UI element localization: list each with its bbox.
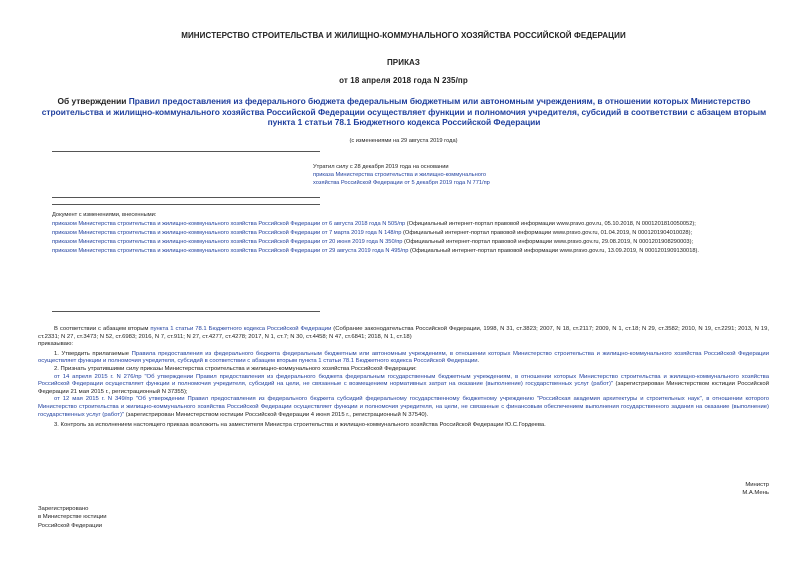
repealed-order-2-reg: (зарегистрирован Министерством юстиции Российской Федерации 4 июня 2015 г., регистрационный N 37540). xyxy=(124,411,429,418)
change-item xyxy=(52,239,763,246)
registration-line: Российской Федерации xyxy=(38,522,103,529)
title-link[interactable]: Правил предоставления из федерального бюджета федеральным бюджетным или автономным учреждениям, в отношении которых Министерство строительства и жилищно-коммунального хозяйства Российской Федерации осуществляет функции и полномочия учредителя, субсидий в соответствии с абзацем вторым пункта 1 статьи 78.1 Бюджетного кодекса Российской Федерации xyxy=(41,96,767,127)
clause-1-text: 1. Утвердить прилагаемые xyxy=(54,350,132,357)
repealed-order-1-reg: (зарегистрирован Министерством юстиции Российской Федерации 21 мая 2015 г., регистрационный N 37355); xyxy=(38,381,769,395)
order-word: приказываю: xyxy=(38,341,74,348)
repealed-order-1 xyxy=(38,374,769,397)
divider xyxy=(52,311,320,312)
doc-date-number: от 18 апреля 2018 года N 235/пр xyxy=(339,76,468,85)
ministry-heading: МИНИСТЕРСТВО СТРОИТЕЛЬСТВА И ЖИЛИЩНО-КОММУНАЛЬНОГО ХОЗЯЙСТВА РОССИЙСКОЙ ФЕДЕРАЦИИ xyxy=(181,31,626,40)
repealed-order-2-link[interactable]: от 12 мая 2015 г. N 349/пр "Об утверждении Правил предоставления из федерального бюджета субсидий федеральному государственному бюджетному учреждению "Российская академия архитектуры и строительных наук", в отношении которого Министерство строительства и жилищно-коммунального хозяйства Российской Федерации осуществляет функции и полномочия учредителя, на цели, не связанные с финансовым обеспечением выполнения государственного задания на оказание (выполнение) государственных услуг (работ)" xyxy=(38,396,769,418)
signatory-name: М.А.Мень xyxy=(742,489,769,496)
preamble-text: В соответствии с абзацем вторым xyxy=(54,326,151,332)
amendment-note: (с изменениями на 29 августа 2019 года) xyxy=(349,138,458,144)
doc-title xyxy=(34,96,774,128)
lost-force-text: Утратил силу с 28 декабря 2019 года на основании xyxy=(313,164,449,170)
change-link[interactable]: приказом Министерства строительства и жилищно-коммунального хозяйства Российской Федерации от 7 марта 2019 года N 148/пр xyxy=(52,230,402,236)
title-prefix: Об утверждении xyxy=(57,96,129,106)
order-body xyxy=(38,326,769,430)
change-source: (Официальный интернет-портал правовой информации www.pravo.gov.ru, 05.10.2018, N 0001201810050052); xyxy=(405,221,696,227)
preamble xyxy=(38,326,769,341)
clause-1-end: . xyxy=(477,358,480,365)
lost-force-link-2[interactable]: хозяйства Российской Федерации от 5 декабря 2019 года N 771/пр xyxy=(313,180,490,186)
divider xyxy=(52,151,320,152)
divider xyxy=(52,204,320,205)
changes-heading: Документ с изменениями, внесенными: xyxy=(52,212,157,218)
change-link[interactable]: приказом Министерства строительства и жилищно-коммунального хозяйства Российской Федерации от 29 августа 2019 года N 495/пр xyxy=(52,248,409,254)
lost-force-block xyxy=(313,164,613,187)
budget-code-link[interactable]: пункта 1 статьи 78.1 Бюджетного кодекса Российской Федерации xyxy=(150,326,332,332)
clause-2: 2. Признать утратившими силу приказы Министерства строительства и жилищно-коммунального хозяйства Российской Федерации: xyxy=(54,365,417,372)
registration-line: Зарегистрировано xyxy=(38,506,89,512)
clause-1 xyxy=(38,351,769,366)
repealed-order-1-link[interactable]: от 14 апреля 2015 г. N 276/пр "Об утверждении Правил предоставления из федерального бюджета федеральным государственным бюджетным учреждениям, в отношении которых Министерство строительства и жилищно-коммунального хозяйства Российской Федерации осуществляет функции и полномочия учредителя, субсидий на цели, не связанные с возмещением нормативных затрат на оказание (выполнение) государственных услуг (работ)" xyxy=(38,373,769,388)
clause-3: 3. Контроль за исполнением настоящего приказа возложить на заместителя Министра строительства и жилищно-коммунального хозяйства Российской Федерации Ю.С.Гордеева. xyxy=(54,422,546,429)
preamble-source: (Собрание законодательства Российской Федерации, 1998, N 31, ст.3823; 2007, N 18, ст.2117; 2009, N 1, ст.18; N 29, ст.3582; 2010, N 19, ст.2291; 2013, N 19, ст.2331; N 27, ст.3473; N 52, ст.6983; 2016, N 7, ст.911; N 27, ст.4277, ст.4278; 2017, N 1, ст.7; N 30, ст.4458; N 47, ст.6841; 2018, N 1, ст.18) xyxy=(38,326,769,340)
change-item xyxy=(52,221,763,228)
doc-type: ПРИКАЗ xyxy=(386,58,421,67)
change-source: (Официальный интернет-портал правовой информации www.pravo.gov.ru, 13.09.2019, N 0001201909130018). xyxy=(408,248,699,254)
changes-list xyxy=(52,212,763,255)
repealed-order-2 xyxy=(38,396,769,419)
signature-block xyxy=(600,482,769,497)
divider xyxy=(52,197,320,198)
change-item xyxy=(52,230,763,237)
change-item xyxy=(52,248,763,255)
rules-link[interactable]: Правила предоставления из федерального бюджета федеральным бюджетным или автономным учреждениям, в отношении которых Министерство строительства и жилищно-коммунального хозяйства Российской Федерации осуществляет функции и полномочия учредителя, субсидий в соответствии с абзацем вторым пункта 1 статьи 78.1 Бюджетного кодекса Российской Федерации xyxy=(38,350,769,365)
change-link[interactable]: приказом Министерства строительства и жилищно-коммунального хозяйства Российской Федерации от 20 июня 2019 года N 350/пр xyxy=(52,239,403,245)
change-source: (Официальный интернет-портал правовой информации www.pravo.gov.ru, 29.08.2019, N 0001201908290003); xyxy=(402,239,694,245)
registration-block xyxy=(38,505,238,530)
change-source: (Официальный интернет-портал правовой информации www.pravo.gov.ru, 01.04.2019, N 0001201904010028); xyxy=(401,230,693,236)
lost-force-link-1[interactable]: приказа Министерства строительства и жилищно-коммунального xyxy=(313,172,487,178)
signatory-position: Министр xyxy=(745,482,769,488)
registration-line: в Министерстве юстиции xyxy=(38,514,107,521)
change-link[interactable]: приказом Министерства строительства и жилищно-коммунального хозяйства Российской Федерации от 6 августа 2018 года N 505/пр xyxy=(52,221,406,227)
